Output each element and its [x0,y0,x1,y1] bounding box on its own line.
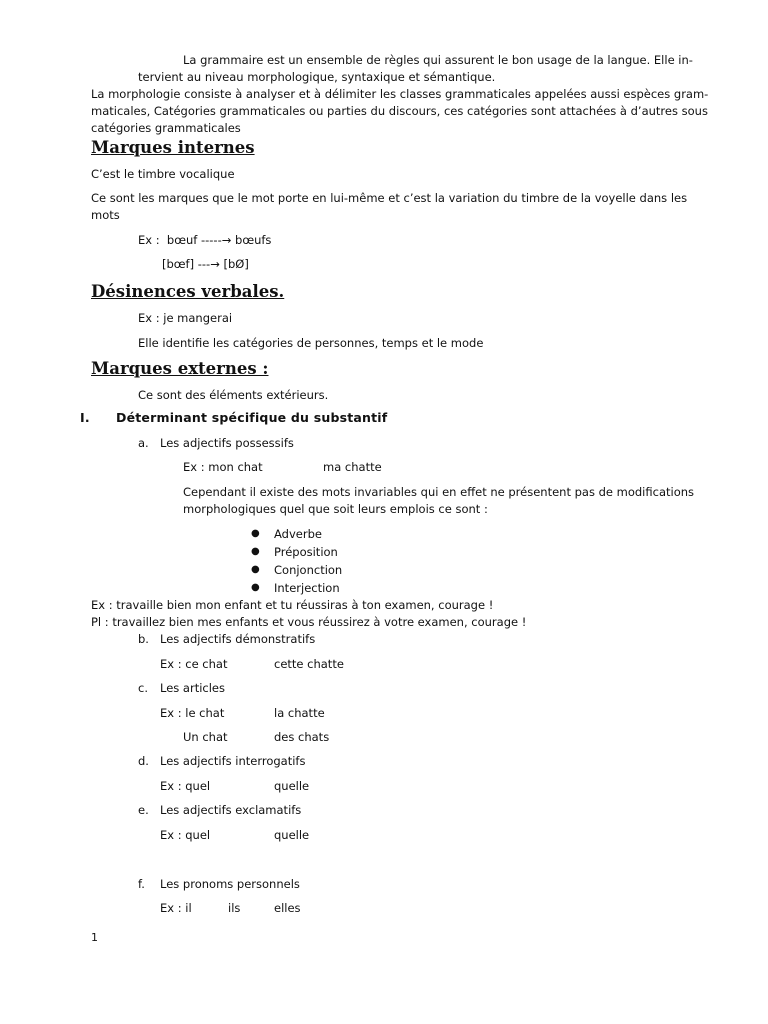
example-prefix: Ex : [138,233,160,247]
bullet-item: Interjection [274,581,340,595]
item-c-example-1: Ex : le chat [160,706,225,720]
example-word-plural: bœufs [235,233,272,247]
heading-marques-internes: Marques internes [91,138,255,157]
item-f-example-1: Ex : il [160,901,192,915]
heading-marques-externes: Marques externes : [91,359,269,378]
desinences-example: Ex : je mangerai [138,311,233,325]
item-a-note-1: Cependant il existe des mots invariables qui en effet ne présentent pas de modifications [183,485,695,499]
bullet-item: Préposition [274,545,338,559]
bullet-dot: ● [251,582,260,593]
arrow-right-icon: → [210,257,220,271]
bullet-item: Adverbe [274,527,322,541]
item-e-example-2: quelle [274,828,310,842]
section-number: I. [80,410,90,425]
section-title: Déterminant spécifique du substantif [116,410,388,425]
heading-desinences-verbales: Désinences verbales. [91,282,285,301]
bullet-dot: ● [251,546,260,557]
item-d-label: Les adjectifs interrogatifs [160,754,306,768]
item-a-example-1: Ex : mon chat [183,460,263,474]
item-f-example-3: elles [274,901,301,915]
item-f-example-2: ils [228,901,241,915]
bullet-dot: ● [251,528,260,539]
item-b-example-1: Ex : ce chat [160,657,228,671]
page-number: 1 [91,931,98,944]
example-phonetic [162,255,249,273]
intro-line-1: La grammaire est un ensemble de règles qui assurent le bon usage de la langue. Elle in- [183,53,693,67]
example-sentence-plural: Pl : travaillez bien mes enfants et vous réussirez à votre examen, courage ! [91,615,527,629]
item-c-letter: c. [138,681,148,695]
intro-line-2: tervient au niveau morphologique, syntaxique et sémantique. [138,70,496,84]
bullet-item: Conjonction [274,563,343,577]
marques-internes-line-3: mots [91,208,120,222]
marques-internes-line-1: C’est le timbre vocalique [91,167,235,181]
item-d-example-1: Ex : quel [160,779,211,793]
item-d-example-2: quelle [274,779,310,793]
intro-line-3: La morphologie consiste à analyser et à délimiter les classes grammaticales appelées aussi espèces gram- [91,87,709,101]
example-sentence-singular: Ex : travaille bien mon enfant et tu réussiras à ton examen, courage ! [91,598,494,612]
example-boeuf [138,231,271,249]
phonetic-plural: [bØ] [223,257,249,271]
item-e-label: Les adjectifs exclamatifs [160,803,302,817]
item-b-letter: b. [138,632,149,646]
item-a-letter: a. [138,436,149,450]
intro-line-4: maticales, Catégories grammaticales ou parties du discours, ces catégories sont attachées à d’autres sous [91,104,708,118]
example-word-singular: bœuf ----- [166,233,222,247]
item-c-example-4: des chats [274,730,330,744]
item-b-example-2: cette chatte [274,657,344,671]
marques-internes-line-2: Ce sont les marques que le mot porte en lui-même et c’est la variation du timbre de la voyelle dans les [91,191,688,205]
item-a-label: Les adjectifs possessifs [160,436,294,450]
item-d-letter: d. [138,754,149,768]
desinences-description: Elle identifie les catégories de personnes, temps et le mode [138,336,484,350]
phonetic-singular: [bœf] --- [162,257,211,271]
item-a-example-2: ma chatte [323,460,382,474]
item-a-note-2: morphologiques quel que soit leurs emplois ce sont : [183,502,488,516]
item-c-example-2: la chatte [274,706,325,720]
item-c-example-3: Un chat [183,730,228,744]
item-c-label: Les articles [160,681,225,695]
arrow-right-icon: → [221,233,232,247]
item-e-example-1: Ex : quel [160,828,211,842]
item-b-label: Les adjectifs démonstratifs [160,632,316,646]
item-e-letter: e. [138,803,149,817]
item-f-label: Les pronoms personnels [160,877,300,891]
intro-line-5: catégories grammaticales [91,121,241,135]
item-f-letter: f. [138,877,145,891]
marques-externes-description: Ce sont des éléments extérieurs. [138,388,329,402]
bullet-dot: ● [251,564,260,575]
